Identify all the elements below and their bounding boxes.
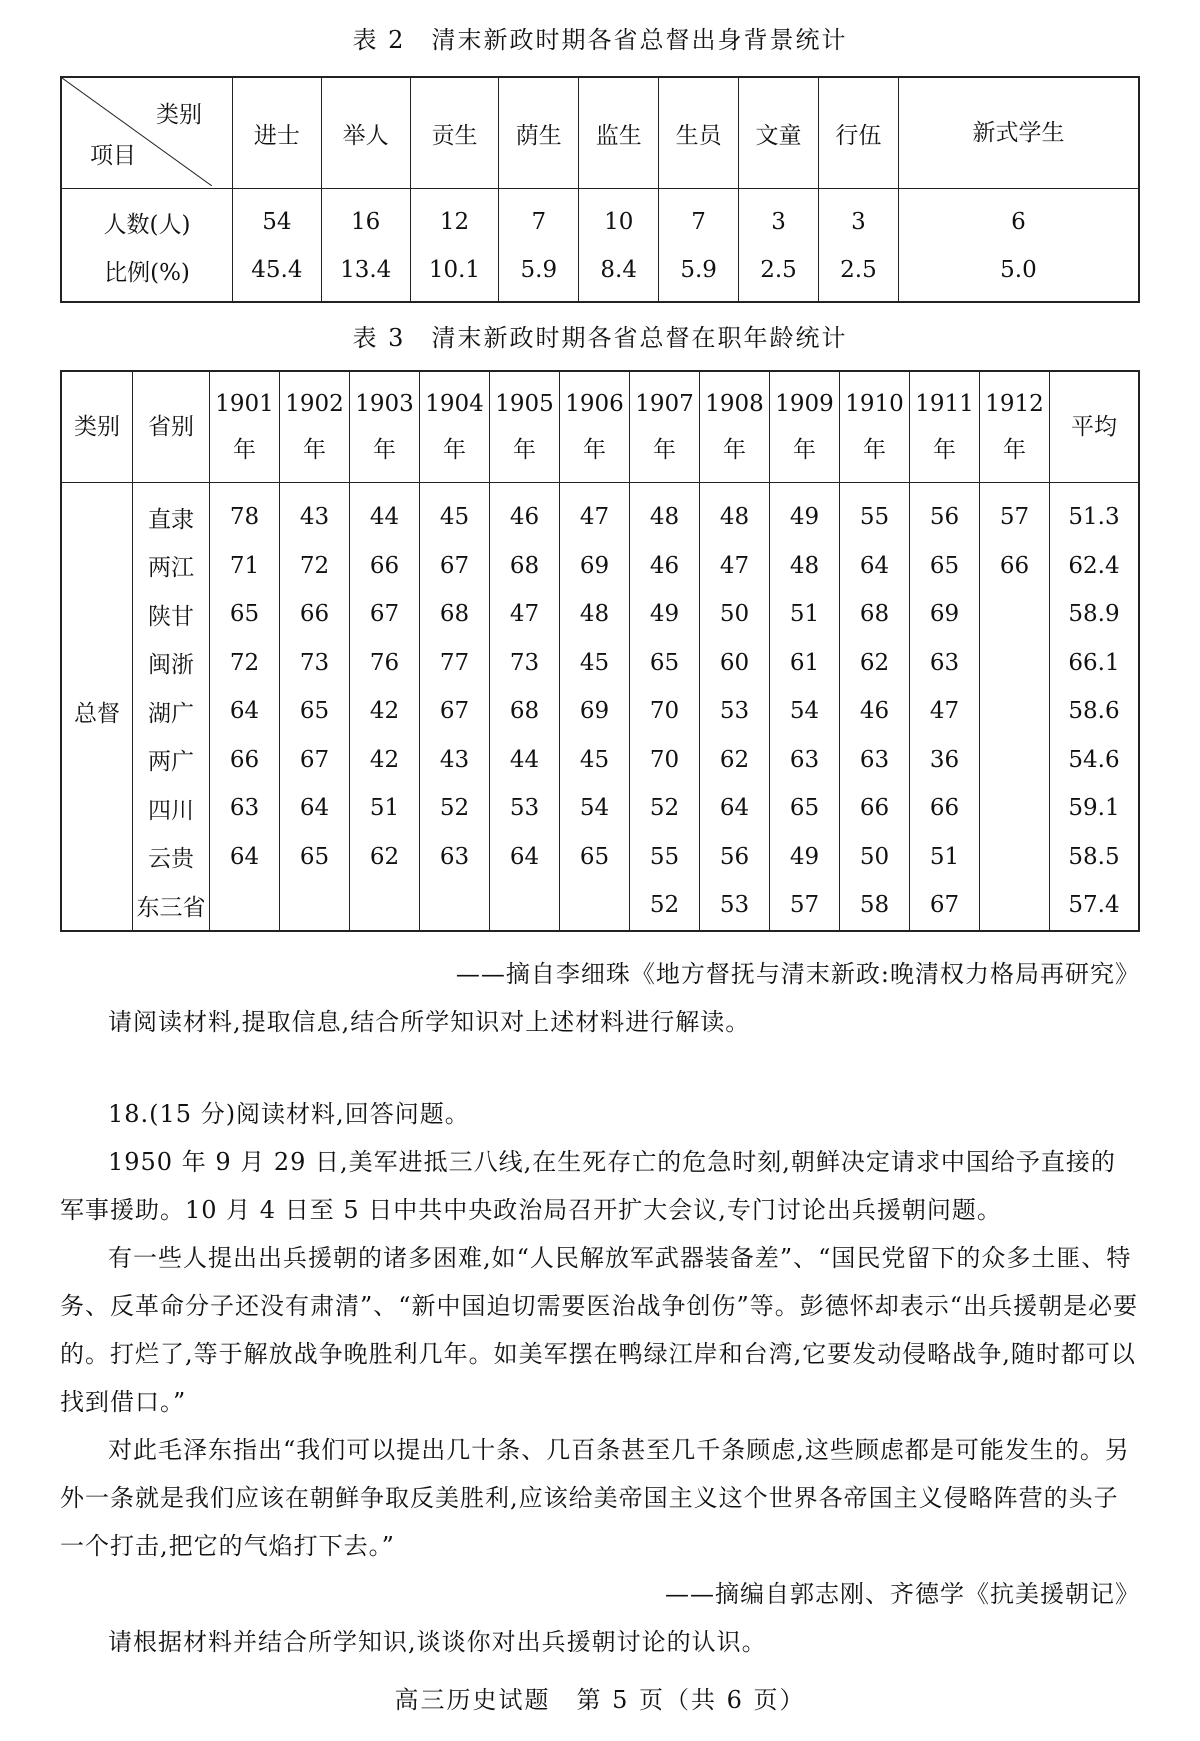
age-cell: 63 <box>210 784 280 833</box>
age-cell: 76 <box>350 639 420 688</box>
age-cell: 66 <box>280 590 350 639</box>
corner-label-item: 项目 <box>90 143 136 169</box>
column-header-year: 1905 年 <box>490 371 560 483</box>
column-header-year: 1903 年 <box>350 371 420 483</box>
age-cell: 50 <box>840 833 910 882</box>
category-header: 贡生 <box>410 77 499 189</box>
category-header: 文童 <box>739 77 819 189</box>
page-footer: 高三历史试题 第 5 页（共 6 页） <box>394 1686 806 1714</box>
table-cell: 54 <box>233 189 322 248</box>
column-header-year: 1902 年 <box>280 371 350 483</box>
table-row <box>61 833 1139 882</box>
table-cell: 45.4 <box>233 247 322 302</box>
age-cell: 63 <box>910 639 980 688</box>
age-cell: 77 <box>420 639 490 688</box>
table-row <box>61 483 1139 542</box>
age-cell <box>980 590 1050 639</box>
q18-source: ——摘编自郭志刚、齐德学《抗美援朝记》 <box>665 1580 1140 1608</box>
age-cell: 55 <box>630 833 700 882</box>
average-cell: 54.6 <box>1050 736 1140 785</box>
age-cell: 57 <box>980 483 1050 542</box>
age-cell: 51 <box>910 833 980 882</box>
age-cell: 65 <box>770 784 840 833</box>
table2-corner-cell <box>61 77 233 189</box>
age-cell <box>980 736 1050 785</box>
age-cell: 55 <box>840 483 910 542</box>
category-cell: 总督 <box>74 700 120 727</box>
average-cell: 57.4 <box>1050 881 1140 931</box>
category-header: 生员 <box>659 77 739 189</box>
category-header: 监生 <box>579 77 659 189</box>
age-cell: 68 <box>420 590 490 639</box>
category-header: 行伍 <box>818 77 898 189</box>
table-cell: 7 <box>659 189 739 248</box>
age-cell: 62 <box>840 639 910 688</box>
age-cell: 64 <box>210 833 280 882</box>
age-cell: 65 <box>560 833 630 882</box>
age-cell: 69 <box>560 687 630 736</box>
age-cell: 64 <box>210 687 280 736</box>
age-cell <box>980 639 1050 688</box>
q18-paragraph-3: 对此毛泽东指出“我们可以提出几十条、几百条甚至几千条顾虑,这些顾虑都是可能发生的。另外一条就是我们应该在朝鲜争取反美胜利,应该给美帝国主义这个世界各帝国主义侵略阵营的头子一个打击,把它的气焰打下去。” <box>60 1436 1130 1560</box>
table-row <box>61 881 1139 931</box>
age-cell: 61 <box>770 639 840 688</box>
age-cell: 56 <box>700 833 770 882</box>
age-cell: 71 <box>210 542 280 591</box>
age-cell: 70 <box>630 736 700 785</box>
average-cell: 58.9 <box>1050 590 1140 639</box>
age-cell: 48 <box>630 483 700 542</box>
age-cell: 47 <box>700 542 770 591</box>
age-cell: 65 <box>910 542 980 591</box>
age-cell: 58 <box>840 881 910 931</box>
age-cell: 73 <box>280 639 350 688</box>
age-cell: 46 <box>840 687 910 736</box>
age-cell <box>490 881 560 931</box>
age-cell: 64 <box>490 833 560 882</box>
table3-age-stats <box>60 370 1140 932</box>
q18-paragraph-2: 有一些人提出出兵援朝的诸多困难,如“人民解放军武器装备差”、“国民党留下的众多土匪、特务、反革命分子还没有肃清”、“新中国迫切需要医治战争创伤”等。彭德怀却表示“出兵援朝是必要的。打烂了,等于解放战争晚胜利几年。如美军摆在鸭绿江岸和台湾,它要发动侵略战争,随时都可以找到借口。” <box>60 1244 1139 1416</box>
age-cell: 46 <box>490 483 560 542</box>
table-row <box>61 590 1139 639</box>
province-cell: 云贵 <box>133 833 210 882</box>
q18-prompt: 请根据材料并结合所学知识,谈谈你对出兵援朝讨论的认识。 <box>108 1628 767 1656</box>
age-cell: 68 <box>840 590 910 639</box>
age-cell: 66 <box>350 542 420 591</box>
age-cell: 70 <box>630 687 700 736</box>
column-header-average: 平均 <box>1050 371 1140 483</box>
age-cell <box>980 881 1050 931</box>
province-cell: 东三省 <box>133 881 210 931</box>
age-cell: 36 <box>910 736 980 785</box>
age-cell: 65 <box>280 833 350 882</box>
table-cell: 5.9 <box>499 247 579 302</box>
age-cell: 51 <box>770 590 840 639</box>
age-cell: 64 <box>700 784 770 833</box>
age-cell: 49 <box>770 483 840 542</box>
age-cell: 67 <box>420 542 490 591</box>
age-cell <box>350 881 420 931</box>
age-cell: 52 <box>630 784 700 833</box>
age-cell: 45 <box>420 483 490 542</box>
province-cell: 直隶 <box>133 483 210 542</box>
age-cell <box>210 881 280 931</box>
age-cell: 63 <box>840 736 910 785</box>
column-header-year: 1901 年 <box>210 371 280 483</box>
table-cell: 13.4 <box>321 247 410 302</box>
table3-source: ——摘自李细珠《地方督抚与清末新政:晚清权力格局再研究》 <box>455 960 1140 988</box>
diagonal-line <box>62 78 212 186</box>
row-label: 人数(人) <box>103 211 191 238</box>
age-cell: 54 <box>560 784 630 833</box>
table-cell: 3 <box>818 189 898 248</box>
category-header: 进士 <box>233 77 322 189</box>
column-header-year: 1910 年 <box>840 371 910 483</box>
column-header-year: 1909 年 <box>770 371 840 483</box>
category-header: 新式学生 <box>898 77 1139 189</box>
category-header: 荫生 <box>499 77 579 189</box>
corner-label-category: 类别 <box>156 102 202 128</box>
table-cell: 2.5 <box>818 247 898 302</box>
table2-row-ratio <box>61 247 1139 302</box>
age-cell <box>980 833 1050 882</box>
table-cell: 10.1 <box>410 247 499 302</box>
column-header-year: 1908 年 <box>700 371 770 483</box>
table-cell: 5.9 <box>659 247 739 302</box>
age-cell: 57 <box>770 881 840 931</box>
table2-row-count <box>61 189 1139 248</box>
age-cell: 62 <box>700 736 770 785</box>
age-cell <box>560 881 630 931</box>
age-cell <box>420 881 490 931</box>
column-header-category: 类别 <box>61 371 133 483</box>
age-cell: 78 <box>210 483 280 542</box>
age-cell: 45 <box>560 736 630 785</box>
q17-prompt: 请阅读材料,提取信息,结合所学知识对上述材料进行解读。 <box>108 1008 751 1036</box>
age-cell: 44 <box>350 483 420 542</box>
table-cell: 6 <box>898 189 1139 248</box>
age-cell: 53 <box>490 784 560 833</box>
age-cell: 64 <box>840 542 910 591</box>
age-cell: 65 <box>280 687 350 736</box>
age-cell: 66 <box>910 784 980 833</box>
column-header-year: 1912 年 <box>980 371 1050 483</box>
age-cell: 44 <box>490 736 560 785</box>
province-cell: 两江 <box>133 542 210 591</box>
average-cell: 66.1 <box>1050 639 1140 688</box>
column-header-year: 1911 年 <box>910 371 980 483</box>
age-cell: 54 <box>770 687 840 736</box>
q18-paragraph-1: 1950 年 9 月 29 日,美军进抵三八线,在生死存亡的危急时刻,朝鲜决定请求中国给予直接的军事援助。10 月 4 日至 5 日中共中央政治局召开扩大会议,专门讨论出兵援朝问题。 <box>60 1148 1116 1224</box>
age-cell: 51 <box>350 784 420 833</box>
table2-background-stats <box>60 76 1140 303</box>
age-cell: 43 <box>420 736 490 785</box>
age-cell: 45 <box>560 639 630 688</box>
age-cell: 63 <box>770 736 840 785</box>
age-cell: 56 <box>910 483 980 542</box>
age-cell: 43 <box>280 483 350 542</box>
table-row <box>61 542 1139 591</box>
average-cell: 51.3 <box>1050 483 1140 542</box>
age-cell: 52 <box>420 784 490 833</box>
province-cell: 两广 <box>133 736 210 785</box>
age-cell: 65 <box>210 590 280 639</box>
age-cell: 67 <box>280 736 350 785</box>
age-cell: 48 <box>770 542 840 591</box>
table-cell: 5.0 <box>898 247 1139 302</box>
table-row <box>61 736 1139 785</box>
age-cell: 42 <box>350 736 420 785</box>
table-cell: 3 <box>739 189 819 248</box>
age-cell: 47 <box>910 687 980 736</box>
age-cell: 66 <box>210 736 280 785</box>
category-header: 举人 <box>321 77 410 189</box>
age-cell: 72 <box>280 542 350 591</box>
average-cell: 62.4 <box>1050 542 1140 591</box>
column-header-year: 1907 年 <box>630 371 700 483</box>
age-cell: 53 <box>700 881 770 931</box>
average-cell: 58.6 <box>1050 687 1140 736</box>
average-cell: 59.1 <box>1050 784 1140 833</box>
age-cell: 48 <box>700 483 770 542</box>
age-cell: 49 <box>630 590 700 639</box>
age-cell: 69 <box>910 590 980 639</box>
age-cell: 47 <box>560 483 630 542</box>
province-cell: 闽浙 <box>133 639 210 688</box>
row-label: 比例(%) <box>104 259 190 286</box>
table-row <box>61 784 1139 833</box>
age-cell: 42 <box>350 687 420 736</box>
age-cell: 66 <box>980 542 1050 591</box>
age-cell <box>980 784 1050 833</box>
age-cell: 53 <box>700 687 770 736</box>
age-cell: 73 <box>490 639 560 688</box>
age-cell: 63 <box>420 833 490 882</box>
age-cell <box>980 687 1050 736</box>
age-cell: 68 <box>490 687 560 736</box>
column-header-year: 1904 年 <box>420 371 490 483</box>
age-cell: 68 <box>490 542 560 591</box>
age-cell: 52 <box>630 881 700 931</box>
q18-title: 18.(15 分)阅读材料,回答问题。 <box>108 1100 470 1128</box>
age-cell: 72 <box>210 639 280 688</box>
age-cell: 48 <box>560 590 630 639</box>
age-cell <box>280 881 350 931</box>
age-cell: 46 <box>630 542 700 591</box>
table-row <box>61 687 1139 736</box>
table-row <box>61 639 1139 688</box>
age-cell: 67 <box>420 687 490 736</box>
table-cell: 16 <box>321 189 410 248</box>
age-cell: 47 <box>490 590 560 639</box>
province-cell: 陕甘 <box>133 590 210 639</box>
table2-caption: 表 2 清末新政时期各省总督出身背景统计 <box>352 26 848 54</box>
age-cell: 64 <box>280 784 350 833</box>
age-cell: 69 <box>560 542 630 591</box>
table-cell: 8.4 <box>579 247 659 302</box>
column-header-province: 省别 <box>133 371 210 483</box>
column-header-year: 1906 年 <box>560 371 630 483</box>
age-cell: 62 <box>350 833 420 882</box>
province-cell: 湖广 <box>133 687 210 736</box>
age-cell: 65 <box>630 639 700 688</box>
table3-caption: 表 3 清末新政时期各省总督在职年龄统计 <box>352 324 848 352</box>
table-cell: 7 <box>499 189 579 248</box>
age-cell: 49 <box>770 833 840 882</box>
age-cell: 50 <box>700 590 770 639</box>
province-cell: 四川 <box>133 784 210 833</box>
age-cell: 66 <box>840 784 910 833</box>
average-cell: 58.5 <box>1050 833 1140 882</box>
table-cell: 12 <box>410 189 499 248</box>
age-cell: 67 <box>910 881 980 931</box>
age-cell: 67 <box>350 590 420 639</box>
table-cell: 10 <box>579 189 659 248</box>
table-cell: 2.5 <box>739 247 819 302</box>
age-cell: 60 <box>700 639 770 688</box>
